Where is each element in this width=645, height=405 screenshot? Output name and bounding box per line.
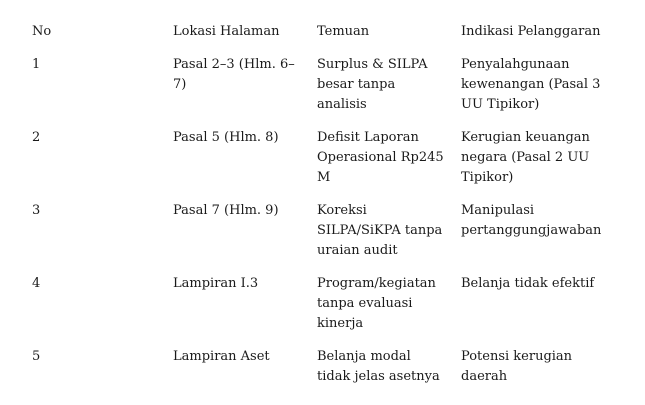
cell-no: 2 [32, 130, 41, 145]
cell-no: 4 [32, 276, 41, 291]
cell-temuan: Program/kegiatan tanpa evaluasi kinerja [317, 276, 436, 331]
cell-temuan: Defisit Laporan Operasional Rp245 M [317, 130, 444, 185]
cell-temuan: Koreksi SILPA/SiKPA tanpa uraian audit [317, 203, 443, 258]
cell-indikasi: Manipulasi pertanggungjawaban [461, 203, 602, 238]
cell-indikasi: Kerugian keuangan negara (Pasal 2 UU Tipikor) [461, 130, 590, 185]
cell-no: 3 [32, 203, 41, 218]
cell-indikasi: Potensi kerugian daerah [461, 349, 573, 384]
cell-lokasi: Pasal 7 (Hlm. 9) [173, 203, 279, 218]
cell-lokasi: Lampiran I.3 [173, 276, 259, 291]
cell-temuan: Belanja modal tidak jelas asetnya [317, 349, 440, 384]
header-lokasi-halaman: Lokasi Halaman [173, 24, 280, 39]
header-no: No [32, 24, 52, 39]
cell-indikasi: Penyalahgunaan kewenangan (Pasal 3 UU Tipikor) [461, 57, 601, 112]
cell-no: 5 [32, 349, 41, 364]
cell-lokasi: Pasal 5 (Hlm. 8) [173, 130, 279, 145]
cell-no: 1 [32, 57, 41, 72]
cell-indikasi: Belanja tidak efektif [461, 276, 595, 291]
header-indikasi-pelanggaran: Indikasi Pelanggaran [461, 24, 601, 39]
cell-lokasi: Pasal 2–3 (Hlm. 6–7) [173, 57, 295, 92]
cell-lokasi: Lampiran Aset [173, 349, 270, 364]
cell-temuan: Surplus & SILPA besar tanpa analisis [317, 57, 428, 112]
header-temuan: Temuan [317, 24, 370, 39]
